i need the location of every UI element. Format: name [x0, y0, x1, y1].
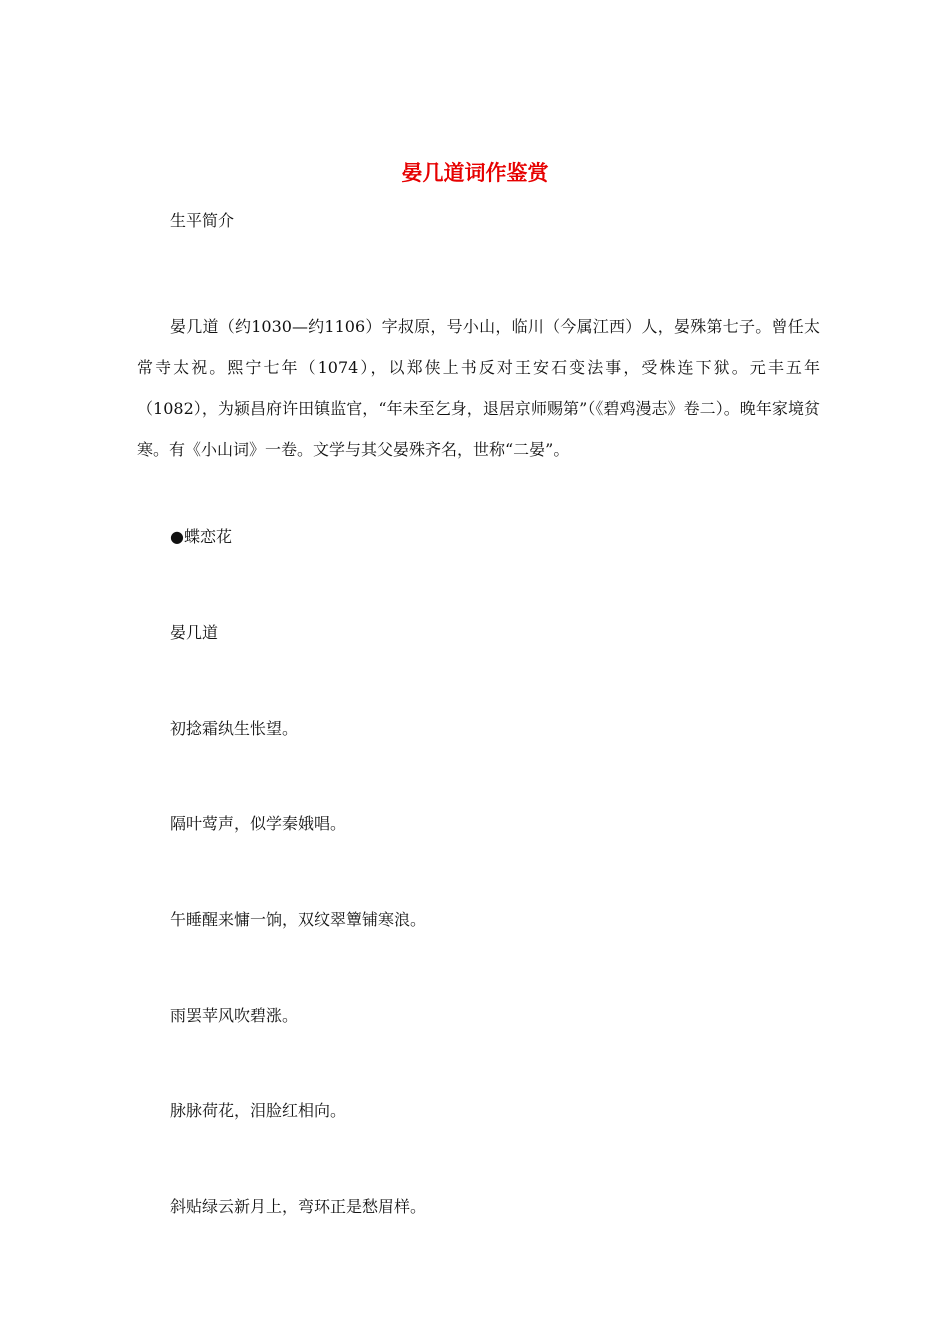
poem-line: 初捻霜纨生怅望。 [170, 719, 299, 738]
poem-heading: ●蝶恋花 [170, 527, 232, 546]
section-heading: 生平简介 [170, 211, 235, 230]
poem-line: 斜贴绿云新月上，弯环正是愁眉样。 [170, 1197, 427, 1216]
poem-line: 午睡醒来慵一饷，双纹翠簟铺寒浪。 [170, 910, 427, 929]
poem-author: 晏几道 [170, 623, 219, 642]
poem-line: 脉脉荷花，泪脸红相向。 [170, 1101, 347, 1120]
poem-line: 雨罢苹风吹碧涨。 [170, 1006, 299, 1025]
bio-paragraph: 晏几道（约1030—约1106）字叔原，号小山，临川（今属江西）人，晏殊第七子。曾任太常寺太祝。熙宁七年（1074），以郑侠上书反对王安石变法事，受株连下狱。元丰五年（1082），为颍昌府许田镇监官，“年未至乞身，退居京师赐第”（《碧鸡漫志》卷二）。晚年家境贫寒。有《小山词》一卷。文学与其父晏殊齐名，世称“二晏”。 [137, 317, 820, 459]
poem-line: 隔叶莺声，似学秦娥唱。 [170, 814, 347, 833]
document-title: 晏几道词作鉴赏 [401, 161, 549, 185]
